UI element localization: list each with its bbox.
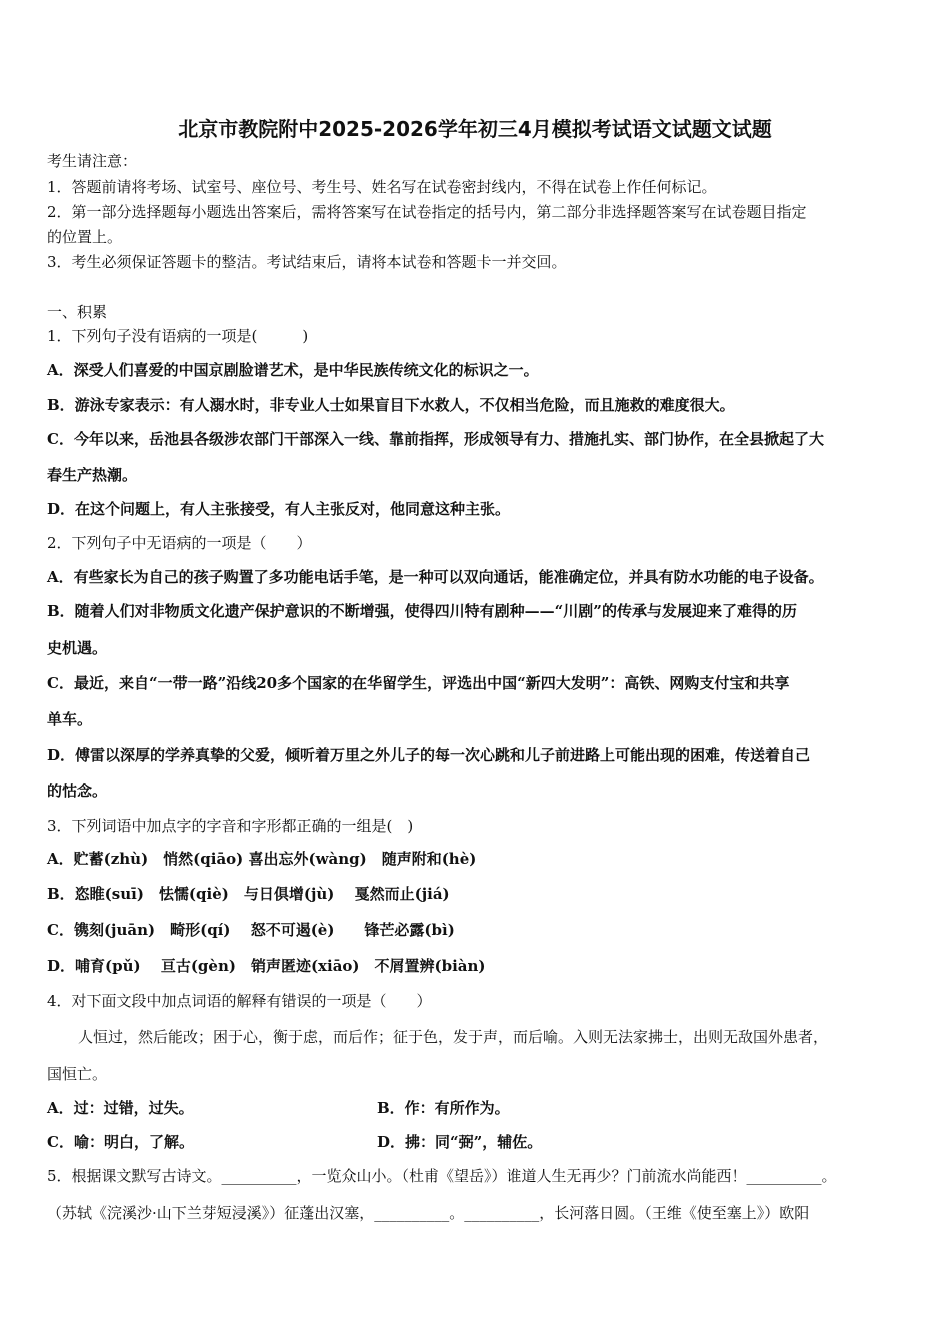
question-2-option-d: D．傅雷以深厚的学养真挚的父爱，倾听着万里之外儿子的每一次心跳和儿子前进路上可能出现的困难，传送着自己 xyxy=(47,746,811,764)
question-5-line: （苏轼《浣溪沙·山下兰芽短浸溪》）征蓬出汉塞，__________。__________，长河落日圆。（王维《使至塞上》）欧阳 xyxy=(47,1204,810,1222)
notice-item: 的位置上。 xyxy=(47,228,123,246)
question-5-line: 5．根据课文默写古诗文。__________，一览众山小。（杜甫《望岳》）谁道人生无再少？门前流水尚能西！__________。 xyxy=(47,1167,837,1185)
question-4-passage-cont: 国恒亡。 xyxy=(47,1065,108,1083)
question-3-option-c: C．镌刻(juān) 畸形(qí) 怒不可遏(è) 锋芒必露(bì) xyxy=(47,921,455,939)
question-1-option-a: A．深受人们喜爱的中国京剧脸谱艺术，是中华民族传统文化的标识之一。 xyxy=(47,361,539,379)
notice-heading: 考生请注意： xyxy=(47,152,138,170)
question-2-option-d-cont: 的怙念。 xyxy=(47,782,108,800)
question-3-option-b: B．恣睢(suī) 怯懦(qiè) 与日俱增(jù) 戛然而止(jiá) xyxy=(47,885,450,903)
notice-item: 1．答题前请将考场、试室号、座位号、考生号、姓名写在试卷密封线内，不得在试卷上作任何标记。 xyxy=(47,178,717,196)
question-4-passage: 人恒过，然后能改；困于心，衡于虑，而后作；征于色，发于声，而后喻。入则无法家拂士，出则无敌国外患者， xyxy=(78,1028,829,1046)
question-4-stem: 4．对下面文段中加点词语的解释有错误的一项是（ ） xyxy=(47,992,432,1010)
question-2-option-a: A．有些家长为自己的孩子购置了多功能电话手笔，是一种可以双向通话，能准确定位，并具有防水功能的电子设备。 xyxy=(47,568,824,586)
page-title: 北京市教院附中2025-2026学年初三4月模拟考试语文试题文试题 xyxy=(178,117,772,141)
question-4-option-b: B．作：有所作为。 xyxy=(377,1099,510,1117)
question-4-option-c: C．喻：明白，了解。 xyxy=(47,1133,194,1151)
question-4-option-d: D．拂：同“弼”，辅佐。 xyxy=(377,1133,543,1151)
question-3-option-a: A．贮蓄(zhù) 悄然(qiāo) 喜出忘外(wàng) 随声附和(hè) xyxy=(47,850,477,868)
question-1-option-c: C．今年以来，岳池县各级涉农部门干部深入一线、靠前指挥，形成领导有力、措施扎实、部门协作，在全县掀起了大 xyxy=(47,430,824,448)
question-4-option-a: A．过：过错，过失。 xyxy=(47,1099,194,1117)
question-3-stem: 3．下列词语中加点字的字音和字形都正确的一组是( ) xyxy=(47,817,414,835)
section-heading: 一、积累 xyxy=(47,303,108,321)
question-2-option-c-cont: 单车。 xyxy=(47,710,93,728)
question-1-stem: 1．下列句子没有语病的一项是( ) xyxy=(47,327,309,345)
question-1-option-d: D．在这个问题上，有人主张接受，有人主张反对，他同意这种主张。 xyxy=(47,500,511,518)
question-2-option-b-cont: 史机遇。 xyxy=(47,639,108,657)
question-3-option-d: D．哺育(pǔ) 亘古(gèn) 销声匿迹(xiāo) 不屑置辨(biàn) xyxy=(47,957,486,975)
question-1-option-c-cont: 春生产热潮。 xyxy=(47,466,138,484)
question-2-stem: 2．下列句子中无语病的一项是（ ） xyxy=(47,534,312,552)
notice-item: 2．第一部分选择题每小题选出答案后，需将答案写在试卷指定的括号内，第二部分非选择题答案写在试卷题目指定 xyxy=(47,203,807,221)
question-2-option-c: C．最近，来自“一带一路”沿线20多个国家的在华留学生，评选出中国“新四大发明”：高铁、网购支付宝和共享 xyxy=(47,674,790,692)
notice-item: 3．考生必须保证答题卡的整洁。考试结束后，请将本试卷和答题卡一并交回。 xyxy=(47,253,567,271)
question-1-option-b: B．游泳专家表示：有人溺水时，非专业人士如果盲目下水救人，不仅相当危险，而且施救的难度很大。 xyxy=(47,396,735,414)
question-2-option-b: B．随着人们对非物质文化遗产保护意识的不断增强，使得四川特有剧种——“川剧”的传承与发展迎来了难得的历 xyxy=(47,602,797,620)
